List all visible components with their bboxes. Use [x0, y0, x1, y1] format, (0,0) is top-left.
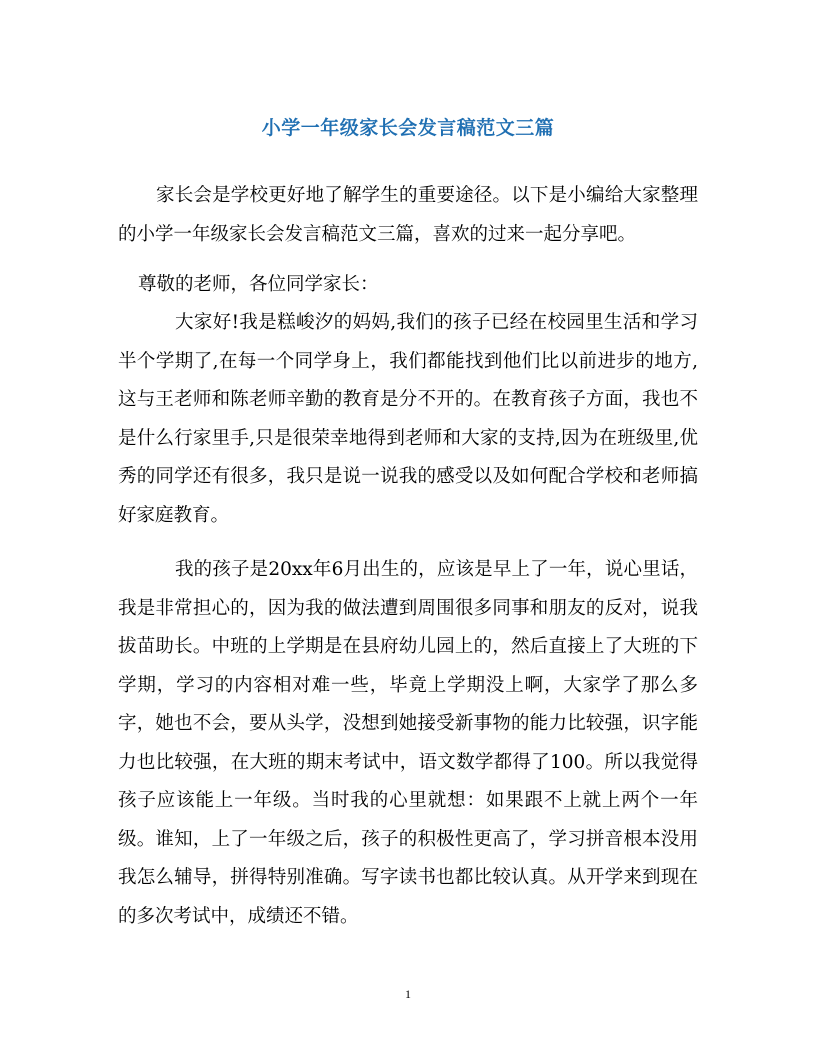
document-title: 小学一年级家长会发言稿范文三篇	[261, 117, 555, 139]
body-paragraph-2: 我的孩子是20xx年6月出生的，应该是早上了一年，说心里话，我是非常担心的，因为我的做法遭到周围很多同事和朋友的反对，说我拔苗助长。中班的上学期是在县府幼儿园上的，然后直接上了大班的下学期，学习的内容相对难一些，毕竟上学期没上啊，大家学了那么多字，她也不会，要从头学，没想到她接受新事物的能力比较强，识字能力也比较强，在大班的期末考试中，语文数学都得了100。所以我觉得孩子应该能上一年级。当时我的心里就想：如果跟不上就上两个一年级。谁知，上了一年级之后，孩子的积极性更高了，学习拼音根本没用我怎么辅导，拼得特别准确。写字读书也都比较认真。从开学来到现在的多次考试中，成绩还不错。	[118, 559, 698, 927]
greeting-line: 尊敬的老师，各位同学家长：	[138, 274, 379, 295]
intro-paragraph: 家长会是学校更好地了解学生的重要途径。以下是小编给大家整理的小学一年级家长会发言稿范文三篇，喜欢的过来一起分享吧。	[118, 185, 698, 245]
body-paragraph-1: 大家好!我是糕峻汐的妈妈,我们的孩子已经在校园里生活和学习半个学期了,在每一个同学身上，我们都能找到他们比以前进步的地方,这与王老师和陈老师辛勤的教育是分不开的。在教育孩子方面，我也不是什么行家里手,只是很荣幸地得到老师和大家的支持,因为在班级里,优秀的同学还有很多，我只是说一说我的感受以及如何配合学校和老师搞好家庭教育。	[118, 312, 698, 526]
page-number: 1	[405, 987, 411, 1001]
